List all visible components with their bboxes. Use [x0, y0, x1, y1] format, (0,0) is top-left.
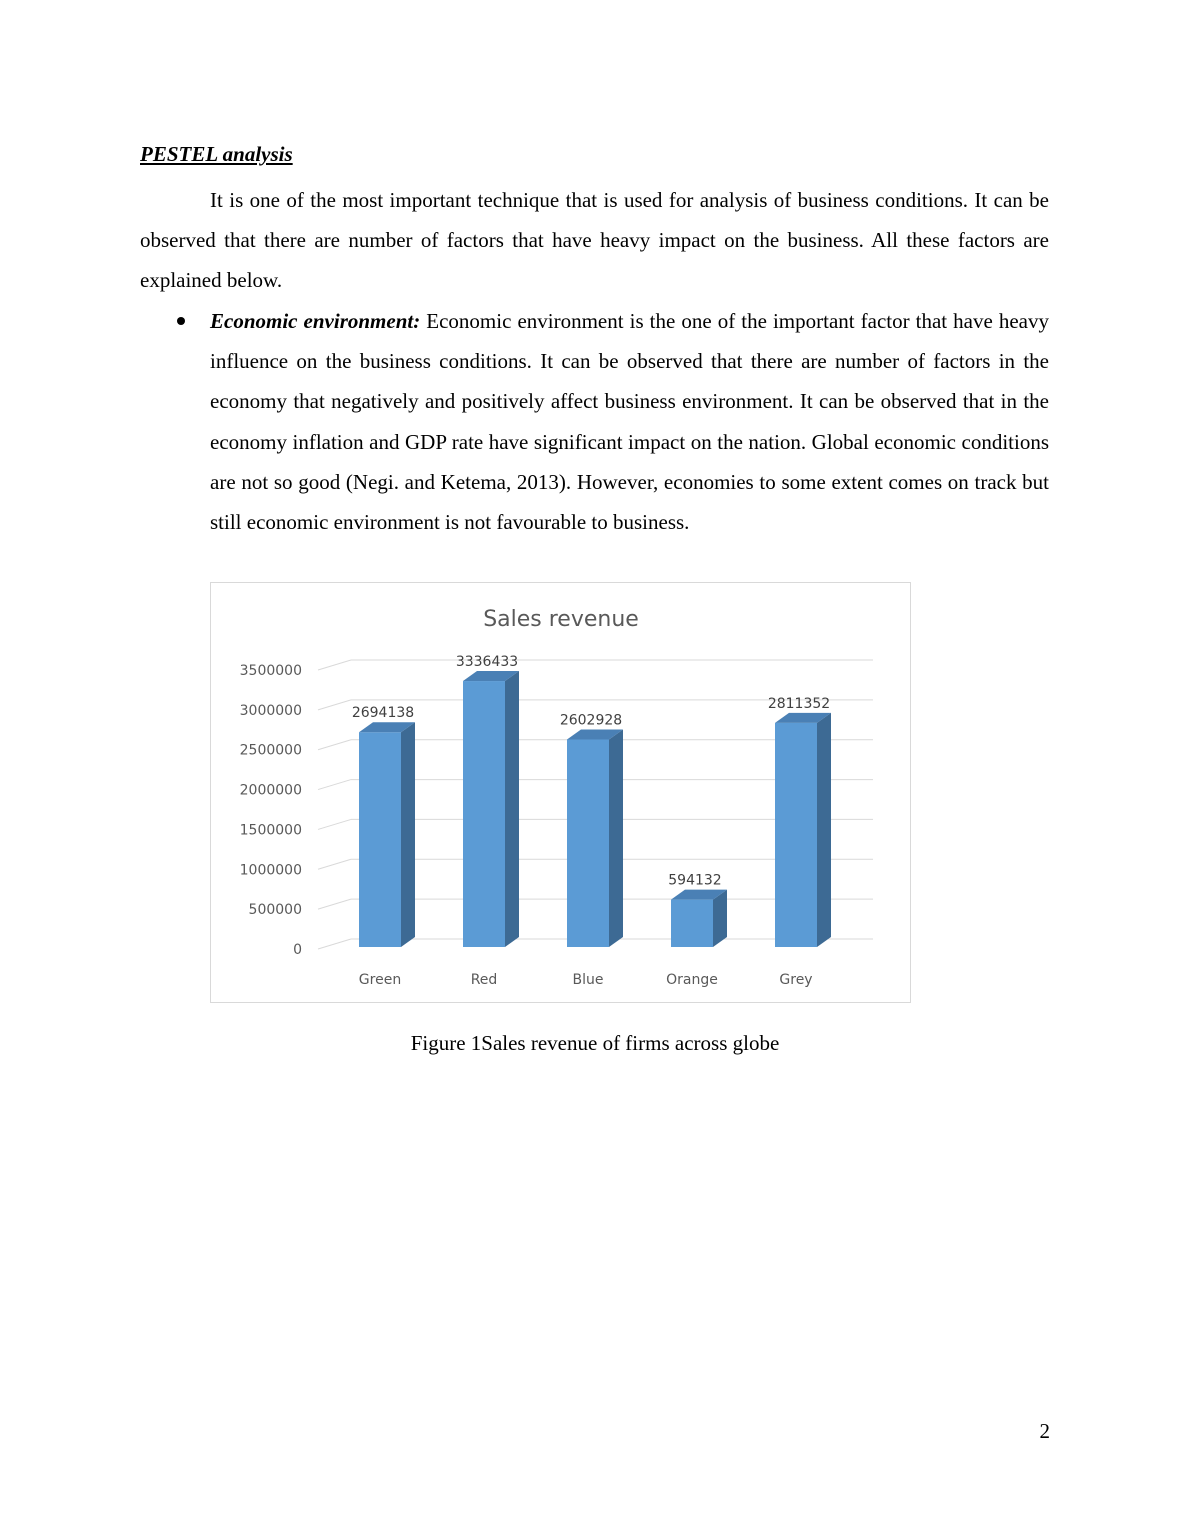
gridline-diagonal [318, 859, 351, 869]
bar-orange [671, 900, 713, 947]
y-tick-label: 2500000 [239, 742, 302, 759]
gridline-diagonal [318, 819, 351, 829]
bar-side-red [505, 671, 519, 947]
x-tick-label: Grey [779, 972, 813, 988]
data-label: 2694138 [351, 705, 415, 722]
y-tick-label: 1000000 [239, 862, 302, 879]
y-tick-label: 0 [293, 942, 302, 958]
gridline-diagonal [318, 660, 351, 670]
chart-canvas [211, 583, 912, 1004]
y-tick-label: 1500000 [239, 822, 302, 839]
chart-y-axis [240, 663, 302, 958]
intro-paragraph: It is one of the most important technique that is used for analysis of business conditions. It can be observed that there are number of factors that have heavy impact on the business. All these factors are explained below. [140, 188, 1049, 293]
bar-side-blue [609, 730, 623, 947]
chart-title: Sales revenue [483, 607, 639, 632]
y-tick-label: 3000000 [239, 702, 302, 719]
bullet-term: Economic environment: [210, 309, 421, 333]
x-tick-label: Orange [666, 972, 718, 988]
y-tick-label: 2000000 [239, 782, 302, 799]
gridline-diagonal [318, 939, 351, 949]
y-tick-label: 3500000 [239, 663, 302, 679]
bar-blue [567, 740, 609, 947]
y-tick-label: 500000 [248, 902, 302, 919]
list-item [140, 301, 1049, 542]
data-label: 594132 [668, 872, 722, 889]
chart-x-axis [359, 972, 813, 988]
page-number: 2 [1039, 1419, 1050, 1443]
figure-caption: Figure 1Sales revenue of firms across globe [410, 1031, 780, 1055]
gridline-diagonal [318, 700, 351, 710]
x-tick-label: Green [358, 972, 402, 988]
bullet-list [140, 301, 1049, 542]
bullet-text: Economic environment is the one of the important factor that have heavy influence on the business conditions. It can be observed that there are number of factors in the economy that negatively and positively affect business environment. It can be observed that in the economy inflation and GDP rate have significant impact on the nation. Global economic conditions are not so good (Negi. and Ketema, 2013). However, economies to some extent comes on track but still economic environment is not favourable to business. [210, 309, 1050, 535]
x-tick-label: Red [470, 972, 498, 988]
gridline-diagonal [318, 740, 351, 750]
bar-side-grey [817, 713, 831, 947]
data-label: 3336433 [455, 654, 519, 671]
bar-grey [775, 723, 817, 947]
section-heading: PESTEL analysis [140, 142, 293, 166]
gridline-diagonal [318, 899, 351, 909]
bar-side-green [401, 722, 415, 947]
sales-revenue-chart [210, 582, 911, 1003]
gridline-diagonal [318, 780, 351, 790]
data-label: 2602928 [559, 712, 623, 729]
bullet-icon [177, 317, 185, 325]
x-tick-label: Blue [572, 972, 604, 988]
bar-green [359, 732, 401, 947]
bar-side-orange [713, 890, 727, 947]
data-label: 2811352 [767, 695, 831, 712]
bar-red [463, 681, 505, 947]
